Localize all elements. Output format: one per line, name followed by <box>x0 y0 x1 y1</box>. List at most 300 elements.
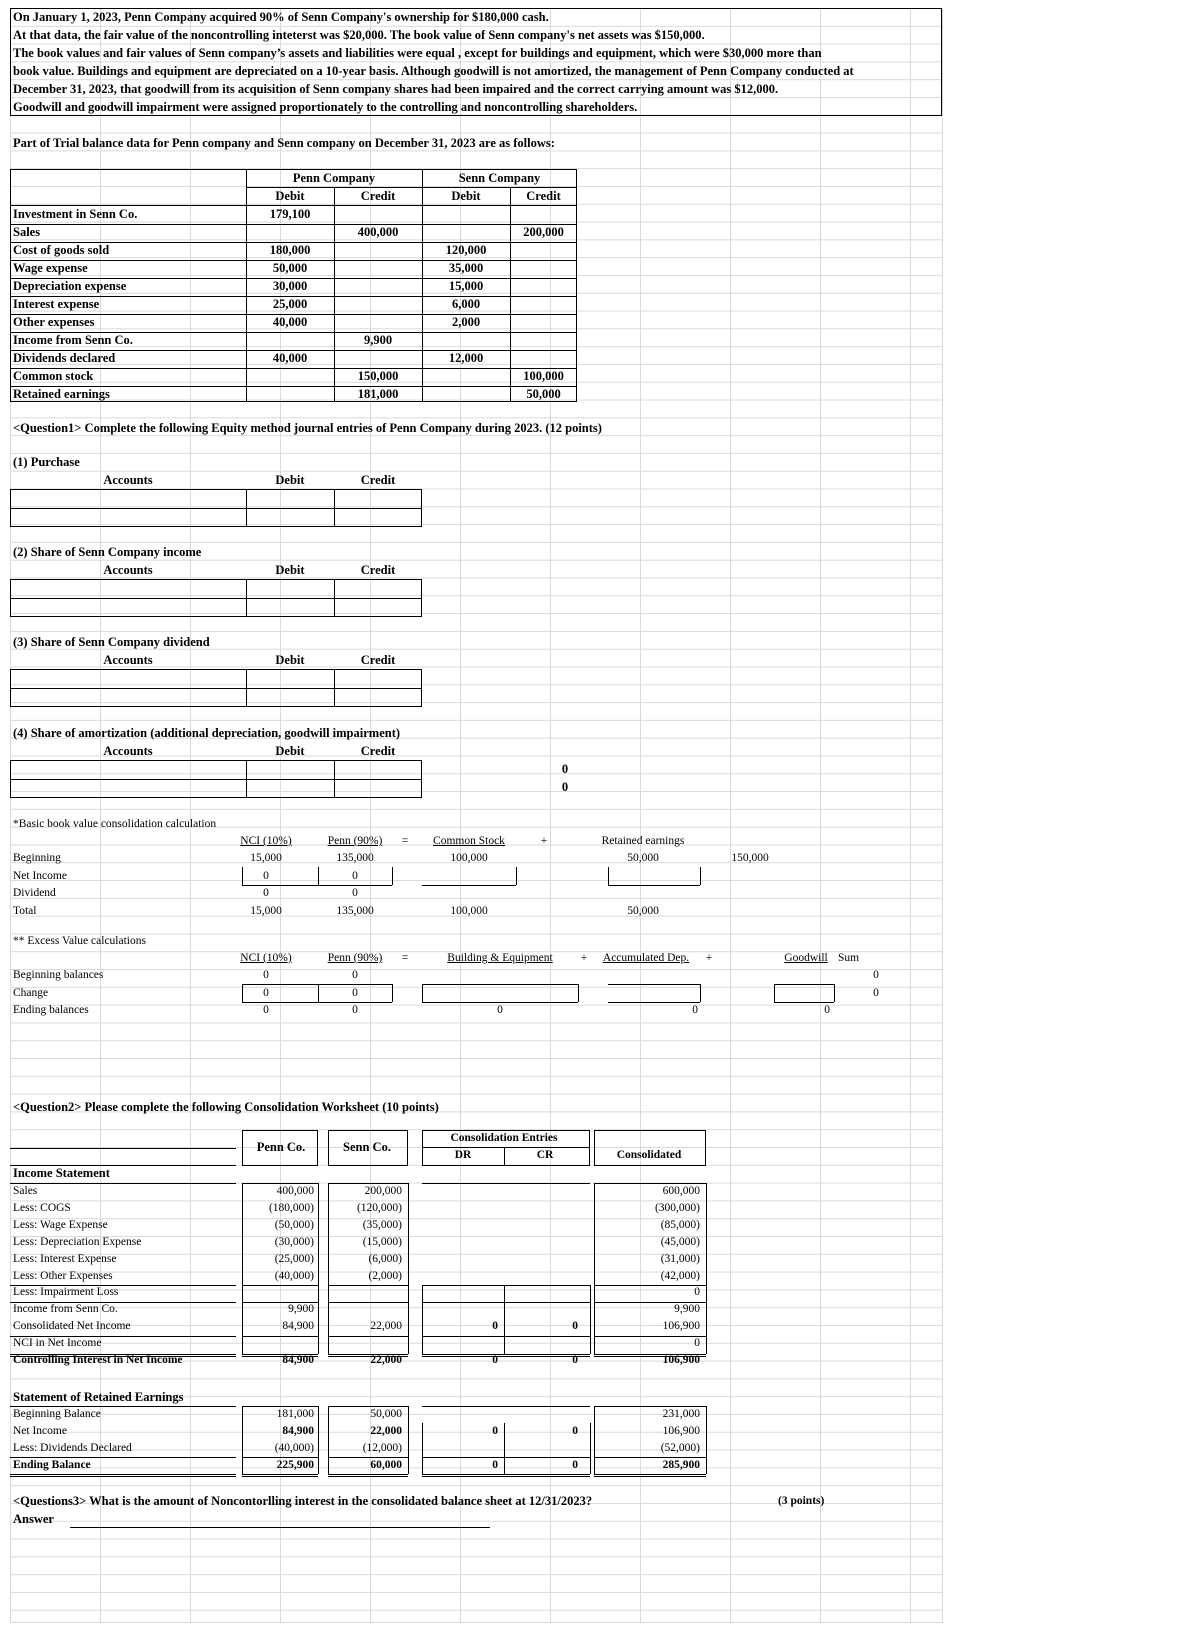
cr-value[interactable]: 0 <box>572 1354 578 1366</box>
journal-credit-input[interactable] <box>336 490 420 507</box>
tb-amount-cell: 179,100 <box>269 207 311 221</box>
income-row-label: Less: Depreciation Expense <box>13 1235 142 1248</box>
penn-company-header: Penn Company <box>292 171 376 185</box>
rule <box>10 386 577 387</box>
rule <box>10 350 577 351</box>
goodwill-header: Goodwill <box>784 952 828 964</box>
rule <box>594 1457 706 1458</box>
penn-co-value: 181,000 <box>276 1408 314 1420</box>
basic-re-value: 50,000 <box>627 904 659 917</box>
rule <box>504 1354 590 1355</box>
journal-credit-header: Credit <box>360 563 396 577</box>
basic-penn-header: Penn (90%) <box>327 835 383 847</box>
rule <box>318 1183 319 1354</box>
consolidation-entries-header: Consolidation Entries <box>450 1132 558 1144</box>
building-equipment-value: 0 <box>497 1004 503 1016</box>
basic-nci-value: 0 <box>263 869 269 882</box>
dr-column-header: DR <box>454 1149 472 1161</box>
rule <box>328 1302 408 1303</box>
rule <box>10 224 577 225</box>
penn-co-value: (180,000) <box>268 1201 314 1214</box>
journal-account-input[interactable] <box>12 580 244 597</box>
excess-penn-header: Penn (90%) <box>327 952 383 964</box>
rule <box>590 1423 591 1474</box>
rule <box>10 242 577 243</box>
tb-amount-cell: 9,900 <box>363 333 393 347</box>
rule <box>422 1406 504 1407</box>
rule <box>328 1474 408 1475</box>
penn-co-value: 84,900 <box>282 1354 314 1366</box>
rule <box>10 1356 236 1357</box>
journal-credit-input[interactable] <box>336 780 420 797</box>
rule <box>328 1354 408 1355</box>
rule <box>422 1476 504 1477</box>
journal-account-input[interactable] <box>12 670 244 687</box>
basic-penn-value: 0 <box>352 869 358 882</box>
basic-row-label: Net Income <box>13 869 67 882</box>
penn-co-value: 84,900 <box>282 1425 314 1437</box>
rule <box>10 1457 236 1458</box>
rule <box>594 1474 706 1475</box>
consolidated-column-header: Consolidated <box>616 1149 682 1161</box>
rule <box>590 1285 591 1354</box>
senn-debit-header: Debit <box>451 189 481 203</box>
re-row-label: Less: Dividends Declared <box>13 1442 132 1454</box>
tb-account-label: Sales <box>13 225 41 239</box>
basic-nci-value: 0 <box>263 887 269 899</box>
penn-debit-header: Debit <box>275 189 305 203</box>
rule <box>328 1285 408 1286</box>
rule <box>242 1406 318 1407</box>
journal-credit-input[interactable] <box>336 580 420 597</box>
journal-debit-header: Debit <box>275 563 305 577</box>
tb-account-label: Income from Senn Co. <box>13 333 133 347</box>
tb-amount-cell: 100,000 <box>523 369 564 383</box>
journal-debit-input[interactable] <box>248 670 332 687</box>
journal-debit-header: Debit <box>275 744 305 758</box>
rule <box>10 368 577 369</box>
journal-credit-input[interactable] <box>336 670 420 687</box>
rule <box>422 1356 504 1357</box>
rule <box>594 1356 706 1357</box>
excess-plus-sign: + <box>705 952 713 964</box>
dr-value[interactable]: 0 <box>492 1459 498 1471</box>
basic-penn-value: 135,000 <box>336 852 374 864</box>
rule <box>246 489 247 527</box>
journal-accounts-header: Accounts <box>103 744 153 758</box>
rule <box>422 1336 504 1337</box>
basic-plus-sign: + <box>540 835 548 847</box>
penn-co-value: (50,000) <box>274 1218 314 1231</box>
rule <box>10 1336 236 1337</box>
journal-account-input[interactable] <box>12 599 244 616</box>
consolidated-value: 9,900 <box>674 1303 700 1316</box>
rule <box>10 1285 236 1286</box>
dr-value[interactable]: 0 <box>492 1425 498 1437</box>
rule <box>242 1183 318 1184</box>
journal-accounts-header: Accounts <box>103 473 153 487</box>
consolidated-value: (31,000) <box>660 1252 700 1265</box>
rule <box>594 1183 706 1184</box>
answer-field[interactable] <box>70 1527 490 1528</box>
rule <box>408 1183 409 1354</box>
senn-co-value: 200,000 <box>364 1185 402 1197</box>
rule <box>242 1457 318 1458</box>
consolidated-value: 0 <box>694 1337 700 1350</box>
journal-credit-input[interactable] <box>336 509 420 526</box>
sum-value: 0 <box>873 969 879 981</box>
journal-credit-input[interactable] <box>336 599 420 616</box>
rule <box>422 1285 504 1286</box>
tb-amount-cell: 30,000 <box>272 279 308 293</box>
income-row-label: NCI in Net Income <box>13 1337 102 1350</box>
dr-value[interactable]: 0 <box>492 1354 498 1366</box>
tb-account-label: Common stock <box>13 369 94 383</box>
penn-co-value: 84,900 <box>282 1320 314 1333</box>
intro-line: Goodwill and goodwill impairment were assigned proportionately to the controlling and noncontrolling shareholders. <box>13 100 638 114</box>
rule <box>504 1356 590 1357</box>
journal-debit-header: Debit <box>275 653 305 667</box>
basic-row-label: Dividend <box>13 887 56 899</box>
income-row-label: Less: Other Expenses <box>13 1269 113 1282</box>
tb-account-label: Depreciation expense <box>13 279 127 293</box>
tb-amount-cell: 12,000 <box>448 351 484 365</box>
journal-entry-title: (1) Purchase <box>13 455 80 469</box>
journal-debit-input[interactable] <box>248 599 332 616</box>
tb-account-label: Wage expense <box>13 261 88 275</box>
tb-amount-cell: 15,000 <box>448 279 484 293</box>
basic-equals-sign: = <box>401 835 409 847</box>
tb-amount-cell: 200,000 <box>523 225 564 239</box>
cr-column-header: CR <box>536 1149 554 1161</box>
consolidated-value: (45,000) <box>660 1235 700 1248</box>
penn-co-value: 225,900 <box>276 1459 314 1471</box>
journal-account-input[interactable] <box>12 780 244 797</box>
journal-debit-input[interactable] <box>248 490 332 507</box>
basic-total-value: 150,000 <box>731 852 769 864</box>
income-row-label: Sales <box>13 1185 38 1197</box>
rule <box>242 1356 318 1357</box>
intro-line: The book values and fair values of Senn company’s assets and liabilities were equal , except for buildings and equipment, which were $30,000 more than <box>13 46 822 60</box>
excess-calc-title: ** Excess Value calculations <box>13 935 146 947</box>
tb-amount-cell: 120,000 <box>445 243 487 257</box>
basic-nci-header: NCI (10%) <box>240 835 292 847</box>
tb-account-label: Retained earnings <box>13 387 110 401</box>
consolidated-value: (85,000) <box>660 1218 700 1231</box>
journal-entry-title: (2) Share of Senn Company income <box>13 545 202 559</box>
journal-account-input[interactable] <box>12 761 244 778</box>
re-row-label: Ending Balance <box>13 1459 91 1471</box>
basic-row-label: Beginning <box>13 852 61 864</box>
tb-account-label: Cost of goods sold <box>13 243 110 257</box>
rule <box>10 1476 236 1477</box>
rule <box>334 669 335 707</box>
basic-retained-earnings-header: Retained earnings <box>601 835 685 847</box>
senn-co-value: 22,000 <box>370 1354 402 1366</box>
basic-common-stock-header: Common Stock <box>433 835 505 847</box>
sum-header: Sum <box>838 952 860 964</box>
basic-penn-value: 135,000 <box>336 904 374 917</box>
income-row-label: Consolidated Net Income <box>13 1320 131 1333</box>
consolidated-value: 106,900 <box>662 1320 700 1333</box>
intro-line: December 31, 2023, that goodwill from its acquisition of Senn company shares had been impaired and the correct carrying amount was $12,000. <box>13 82 779 96</box>
rule <box>328 1457 408 1458</box>
basic-cs-value: 100,000 <box>450 852 488 864</box>
dr-value[interactable]: 0 <box>492 1320 498 1333</box>
excess-penn-value: 0 <box>352 1004 358 1016</box>
tb-account-label: Interest expense <box>13 297 100 311</box>
income-row-label: Controlling Interest in Net Income <box>13 1354 183 1366</box>
question3-points: (3 points) <box>778 1495 825 1507</box>
excess-nci-header: NCI (10%) <box>240 952 292 964</box>
journal-credit-header: Credit <box>360 744 396 758</box>
journal-accounts-header: Accounts <box>103 653 153 667</box>
rule <box>504 1336 590 1337</box>
tb-amount-cell: 50,000 <box>526 387 561 401</box>
excess-nci-value: 0 <box>263 969 269 981</box>
basic-calc-title: *Basic book value consolidation calculation <box>13 818 217 830</box>
basic-row-label: Total <box>13 904 37 917</box>
penn-co-value: 9,900 <box>288 1303 314 1316</box>
journal-debit-input[interactable] <box>248 509 332 526</box>
rule <box>594 1302 706 1303</box>
rule <box>242 1285 318 1286</box>
senn-credit-header: Credit <box>526 189 561 203</box>
journal-credit-header: Credit <box>360 473 396 487</box>
rule <box>10 314 577 315</box>
tb-amount-cell: 50,000 <box>272 261 308 275</box>
rule <box>504 1476 590 1477</box>
rule <box>504 1285 505 1354</box>
income-row-label: Less: Impairment Loss <box>13 1286 119 1299</box>
intro-line: On January 1, 2023, Penn Company acquired 90% of Senn Company's ownership for $180,000 cash. <box>13 10 549 24</box>
intro-line: At that data, the fair value of the noncontrolling inteterst was $20,000. The book value of Senn company's net assets was $150,000. <box>13 28 705 42</box>
excess-penn-value: 0 <box>352 969 358 981</box>
rule <box>422 1423 423 1474</box>
rule <box>10 1302 236 1303</box>
penn-co-value: (25,000) <box>274 1252 314 1265</box>
rule <box>504 1457 590 1458</box>
tb-account-label: Dividends declared <box>13 351 116 365</box>
rule <box>422 1354 504 1355</box>
senn-co-value: 50,000 <box>370 1408 402 1420</box>
penn-co-value: (40,000) <box>274 1442 314 1454</box>
accumulated-dep-value: 0 <box>692 1004 698 1016</box>
rule <box>242 1476 318 1477</box>
journal-credit-input[interactable] <box>336 689 420 706</box>
journal-accounts-header: Accounts <box>103 563 153 577</box>
tb-amount-cell: 25,000 <box>272 297 308 311</box>
rule <box>328 1406 329 1474</box>
rule <box>10 1474 236 1475</box>
consolidated-value: 231,000 <box>662 1408 700 1420</box>
senn-co-column-header: Senn Co. <box>343 1140 391 1154</box>
journal-debit-input[interactable] <box>248 689 332 706</box>
penn-credit-header: Credit <box>360 189 396 203</box>
tb-amount-cell: 180,000 <box>269 243 311 257</box>
senn-co-value: (2,000) <box>368 1269 402 1282</box>
excess-plus-sign: + <box>580 952 588 964</box>
rule <box>334 489 335 527</box>
tb-amount-cell: 150,000 <box>357 369 399 383</box>
rule <box>422 1285 423 1354</box>
goodwill-value: 0 <box>824 1004 830 1016</box>
accumulated-dep-header: Accumulated Dep. <box>602 952 690 964</box>
cr-value[interactable]: 0 <box>572 1459 578 1471</box>
rule <box>504 1423 505 1474</box>
basic-nci-value: 15,000 <box>250 852 282 864</box>
tb-amount-cell: 400,000 <box>357 225 399 239</box>
senn-co-value: (35,000) <box>362 1218 402 1231</box>
rule <box>328 1406 408 1407</box>
rule <box>594 1406 706 1407</box>
income-row-label: Income from Senn Co. <box>13 1303 118 1316</box>
tb-account-label: Other expenses <box>13 315 95 329</box>
journal-entry-title: (4) Share of amortization (additional depreciation, goodwill impairment) <box>13 726 401 740</box>
rule <box>246 579 247 617</box>
consolidated-value: 600,000 <box>662 1185 700 1197</box>
income-row-label: Less: COGS <box>13 1201 71 1214</box>
tb-amount-cell: 35,000 <box>448 261 484 275</box>
tb-amount-cell: 181,000 <box>357 387 399 401</box>
rule <box>706 1406 707 1474</box>
senn-co-value: (15,000) <box>362 1235 402 1248</box>
rule <box>594 1476 706 1477</box>
consolidated-value: 106,900 <box>662 1425 700 1437</box>
rule <box>242 1474 318 1475</box>
question1-title: <Question1> Complete the following Equity method journal entries of Penn Company during 2023. (12 points) <box>13 421 602 435</box>
excess-equals-sign: = <box>401 952 409 964</box>
cr-value[interactable]: 0 <box>572 1425 578 1437</box>
tb-amount-cell: 6,000 <box>451 297 481 311</box>
rule <box>328 1183 329 1354</box>
rule <box>10 1406 236 1407</box>
rule <box>504 1474 590 1475</box>
rule <box>242 1183 243 1354</box>
rule <box>594 1285 706 1286</box>
consolidated-value: 0 <box>694 1286 700 1299</box>
rule <box>10 1354 236 1355</box>
rule <box>242 1354 318 1355</box>
journal-entry-title: (3) Share of Senn Company dividend <box>13 635 210 649</box>
consolidated-value: (300,000) <box>654 1201 700 1214</box>
senn-co-value: 22,000 <box>370 1425 402 1437</box>
basic-cs-value: 100,000 <box>450 904 488 917</box>
rule <box>10 260 577 261</box>
penn-co-value: (40,000) <box>274 1269 314 1282</box>
senn-co-value: 22,000 <box>370 1320 402 1333</box>
journal-debit-input[interactable] <box>248 580 332 597</box>
tb-amount-cell: 40,000 <box>272 315 308 329</box>
cr-value[interactable]: 0 <box>572 1320 578 1333</box>
rule <box>594 1336 706 1337</box>
tb-account-label: Investment in Senn Co. <box>13 207 138 221</box>
rule <box>504 1285 590 1286</box>
excess-penn-value: 0 <box>352 986 358 999</box>
retained-earnings-title: Statement of Retained Earnings <box>13 1390 184 1404</box>
journal-total-value: 0 <box>561 762 569 776</box>
journal-account-input[interactable] <box>12 509 244 526</box>
tb-amount-cell: 40,000 <box>272 351 308 365</box>
rule <box>328 1183 408 1184</box>
consolidated-value: 106,900 <box>662 1354 700 1366</box>
rule <box>504 1302 590 1303</box>
journal-debit-input[interactable] <box>248 780 332 797</box>
building-equipment-header: Building & Equipment <box>447 952 553 964</box>
rule <box>242 1336 318 1337</box>
journal-debit-header: Debit <box>275 473 305 487</box>
journal-total-value: 0 <box>561 780 569 794</box>
rule <box>10 332 577 333</box>
rule <box>334 579 335 617</box>
rule <box>422 1183 504 1184</box>
basic-nci-value: 15,000 <box>250 904 282 917</box>
rule <box>328 1476 408 1477</box>
rule <box>246 760 247 798</box>
rule <box>242 1302 318 1303</box>
income-row-label: Less: Wage Expense <box>13 1218 108 1231</box>
journal-debit-input[interactable] <box>248 761 332 778</box>
rule <box>594 1406 595 1474</box>
excess-row-label: Ending balances <box>13 1004 89 1016</box>
rule <box>10 1183 236 1184</box>
trial-balance-caption: Part of Trial balance data for Penn company and Senn company on December 31, 2023 are as follows: <box>13 136 555 150</box>
re-row-label: Beginning Balance <box>13 1408 101 1420</box>
rule <box>408 1406 409 1474</box>
consolidated-value: (42,000) <box>660 1269 700 1282</box>
question2-title: <Question2> Please complete the following Consolidation Worksheet (10 points) <box>13 1100 439 1114</box>
senn-co-value: (120,000) <box>356 1201 402 1214</box>
rule <box>422 1302 504 1303</box>
question3-title: <Questions3> What is the amount of Noncontorlling interest in the consolidated balance sheet at 12/31/2023? <box>13 1494 593 1508</box>
worksheet-page <box>10 8 943 1623</box>
tb-amount-cell: 2,000 <box>451 315 481 329</box>
rule <box>504 1406 590 1407</box>
rule <box>594 1183 595 1354</box>
consolidated-value: 285,900 <box>662 1459 700 1471</box>
rule <box>10 296 577 297</box>
journal-account-input[interactable] <box>12 490 244 507</box>
penn-co-value: 400,000 <box>276 1185 314 1197</box>
excess-row-label: Beginning balances <box>13 969 104 981</box>
re-row-label: Net Income <box>13 1425 67 1437</box>
basic-re-value: 50,000 <box>627 852 659 864</box>
income-statement-title: Income Statement <box>13 1166 110 1180</box>
sum-value: 0 <box>873 986 879 999</box>
excess-row-label: Change <box>13 986 49 999</box>
excess-nci-value: 0 <box>263 1004 269 1016</box>
journal-credit-header: Credit <box>360 653 396 667</box>
rule <box>246 669 247 707</box>
senn-co-value: (12,000) <box>362 1442 402 1454</box>
journal-account-input[interactable] <box>12 689 244 706</box>
penn-co-value: (30,000) <box>274 1235 314 1248</box>
rule <box>504 1183 590 1184</box>
rule <box>422 1457 504 1458</box>
senn-co-value: 60,000 <box>370 1459 402 1471</box>
senn-company-header: Senn Company <box>458 171 541 185</box>
rule <box>422 1474 504 1475</box>
rule <box>706 1183 707 1354</box>
rule <box>318 1406 319 1474</box>
rule <box>10 278 577 279</box>
answer-label: Answer <box>13 1512 54 1526</box>
journal-credit-input[interactable] <box>336 761 420 778</box>
intro-line: book value. Buildings and equipment are depreciated on a 10-year basis. Although goodwill is not amortized, the management of Penn Company conducted at <box>13 64 854 78</box>
rule <box>328 1356 408 1357</box>
rule <box>328 1336 408 1337</box>
rule <box>594 1354 706 1355</box>
